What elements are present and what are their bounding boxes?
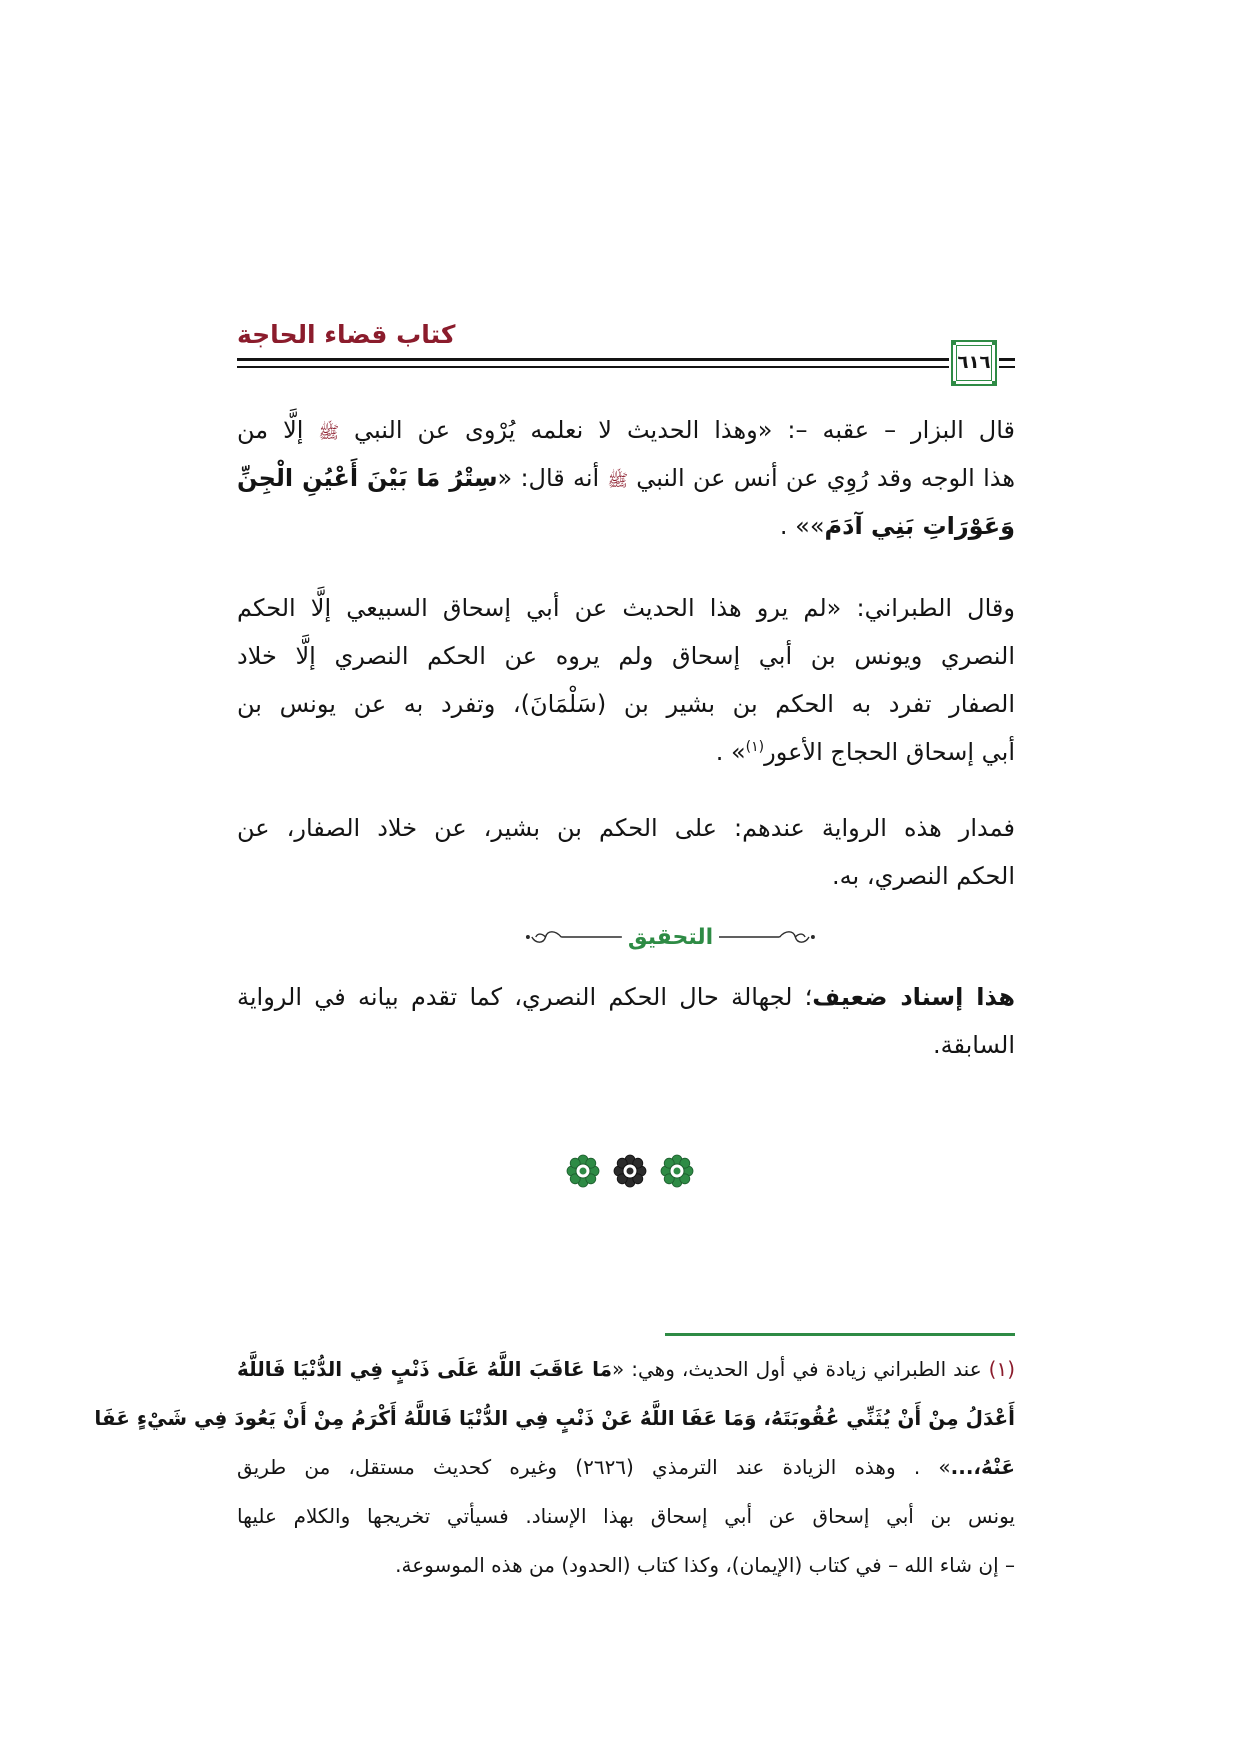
text-line: النصري ويونس بن أبي إسحاق ولم يروه عن الحكم النصري إلَّا خلاد: [237, 642, 1015, 670]
flower-icon: [660, 1154, 694, 1188]
footnote-reference[interactable]: (١): [745, 739, 765, 755]
running-header-title: كتاب قضاء الحاجة: [237, 320, 456, 349]
salawat-ligature: ﷺ: [607, 471, 628, 491]
section-heading-divider: [524, 915, 817, 959]
text-line: [237, 728, 1015, 776]
text-line: [237, 973, 1015, 1021]
text-run: هذا الوجه وقد رُوِي عن أنس عن النبي: [636, 464, 1015, 492]
flourish-left-icon: [524, 927, 622, 947]
frame-corner: [992, 340, 997, 345]
footnote-marker: (١): [988, 1357, 1016, 1381]
paragraph-isnad-summary: [237, 804, 1015, 900]
paragraph-tabarani-quote: [237, 584, 1015, 776]
text-run: عند الطبراني زيادة في أول الحديث، وهي: «: [612, 1357, 982, 1381]
flourish-right-icon: [719, 927, 817, 947]
text-run: أنه قال: «: [497, 464, 600, 492]
text-run: » .: [715, 738, 746, 766]
text-run: »» .: [779, 512, 825, 540]
header-rule-thick-right: [999, 358, 1015, 361]
paragraph-bazzar-quote: [237, 406, 1015, 550]
text-line: الصفار تفرد به الحكم بن بشير بن (سَلْمَانَ)، وتفرد به عن يونس بن: [237, 690, 1015, 718]
footnote-line: – إن شاء الله – في كتاب (الإيمان)، وكذا كتاب (الحدود) من هذه الموسوعة.: [395, 1553, 1015, 1577]
footnote-line: يونس بن أبي إسحاق عن أبي إسحاق بهذا الإسناد. فسيأتي تخريجها والكلام عليها: [237, 1504, 1015, 1528]
text-line: وقال الطبراني: «لم يرو هذا الحديث عن أبي إسحاق السبيعي إلَّا الحكم: [237, 594, 1015, 622]
hadith-text: أَعْدَلُ مِنْ أَنْ يُثَنِّي عُقُوبَتَهُ، وَمَا عَفَا اللَّهُ عَنْ ذَنْبٍ فِي الدُّنْيَا فَاللَّهُ أَكْرَمُ مِنْ أَنْ يَعُودَ فِي شَيْءٍ عَفَا: [94, 1406, 1015, 1430]
paragraph-verdict: [237, 973, 1015, 1069]
page-number: ٦١٦: [957, 352, 991, 373]
text-line: [237, 406, 1015, 454]
hadith-text: عَنْهُ،...: [950, 1455, 1015, 1479]
frame-corner: [951, 381, 956, 386]
verdict-bold: هذا إسناد ضعيف: [812, 983, 1016, 1011]
end-ornament: [566, 1154, 694, 1188]
text-run: » . وهذه الزيادة عند الترمذي (٢٦٢٦) وغيره كحديث مستقل، من طريق: [237, 1455, 951, 1479]
footnote-line: [237, 1443, 1015, 1492]
section-heading-title: التحقيق: [627, 924, 714, 950]
page-number-inner-frame: [956, 345, 992, 381]
frame-corner: [992, 381, 997, 386]
text-run: إلَّا من: [237, 416, 304, 444]
text-run: قال البزار – عقبه –: «وهذا الحديث لا نعلمه يُرْوى عن النبي: [354, 416, 1015, 444]
flower-icon: [566, 1154, 600, 1188]
hadith-text: مَا عَاقَبَ اللَّهُ عَلَى ذَنْبٍ فِي الدُّنْيَا فَاللَّهُ: [237, 1357, 613, 1381]
header-rule-thin: [237, 366, 949, 368]
text-line: الحكم النصري، به.: [832, 862, 1015, 890]
footnote-separator: [665, 1333, 1015, 1336]
header-rule-thin-right: [999, 366, 1015, 368]
footnote-line: [237, 1345, 1015, 1394]
text-line: فمدار هذه الرواية عندهم: على الحكم بن بشير، عن خلاد الصفار، عن: [237, 814, 1015, 842]
text-line: [237, 502, 1015, 550]
footnote-block: [94, 1345, 1016, 1590]
hadith-text: سِتْرُ مَا بَيْنَ أَعْيُنِ الْجِنِّ: [237, 464, 498, 492]
text-line: السابقة.: [932, 1031, 1015, 1059]
text-run: أبي إسحاق الحجاج الأعور: [764, 738, 1015, 766]
salawat-ligature: ﷺ: [318, 423, 340, 443]
flower-icon: [613, 1154, 647, 1188]
footnote-line: [94, 1394, 1015, 1443]
page-number-frame: [951, 340, 997, 386]
text-line: [237, 454, 1015, 502]
hadith-text: وَعَوْرَاتِ بَنِي آدَمَ: [824, 512, 1015, 540]
text-run: ؛ لجهالة حال الحكم النصري، كما تقدم بيانه في الرواية: [237, 983, 813, 1011]
header-rule-thick: [237, 358, 949, 361]
